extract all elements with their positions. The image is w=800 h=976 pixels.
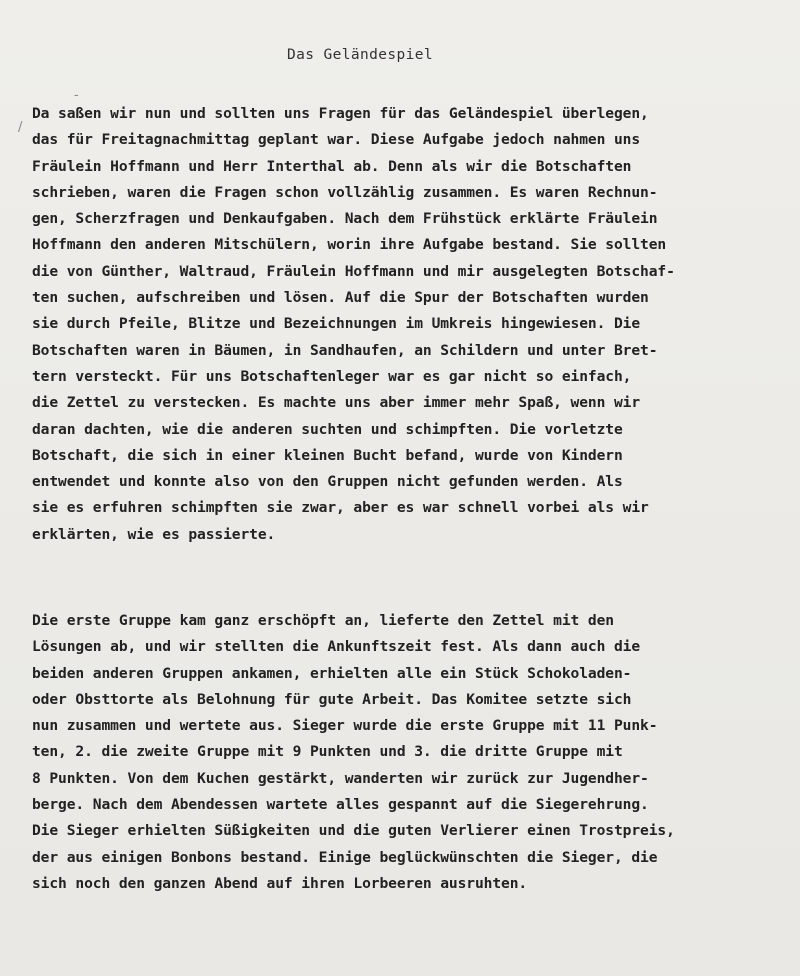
text-line: Fräulein Hoffmann und Herr Interthal ab. Denn als wir die Botschaften [32, 157, 632, 175]
text-line: die von Günther, Waltraud, Fräulein Hoffmann und mir ausgelegten Botschaf- [32, 262, 675, 280]
pencil-mark: - [74, 88, 79, 103]
text-line: daran dachten, wie die anderen suchten und schimpften. Die vorletzte [32, 420, 623, 438]
text-line: die Zettel zu verstecken. Es machte uns aber immer mehr Spaß, wenn wir [32, 394, 641, 412]
text-line: Die Sieger erhielten Süßigkeiten und die guten Verlierer einen Trostpreis, [32, 822, 675, 840]
text-line: Lösungen ab, und wir stellten die Ankunftszeit fest. Als dann auch die [32, 638, 641, 656]
text-line: Botschaft, die sich in einer kleinen Bucht befand, wurde von Kindern [32, 446, 623, 464]
text-line: berge. Nach dem Abendessen wartete alles gespannt auf die Siegerehrung. [32, 796, 649, 814]
text-line: Da saßen wir nun und sollten uns Fragen für das Geländespiel überlegen, [32, 105, 649, 122]
paragraph-2 [32, 608, 772, 897]
text-line: sich noch den ganzen Abend auf ihren Lorbeeren ausruhten. [32, 874, 528, 892]
text-line: der aus einigen Bonbons bestand. Einige beglückwünschten die Sieger, die [32, 848, 658, 866]
text-line: 8 Punkten. Von dem Kuchen gestärkt, wanderten wir zurück zur Jugendher- [32, 769, 649, 787]
text-line: tern versteckt. Für uns Botschaftenleger war es gar nicht so einfach, [32, 367, 632, 385]
text-line: Botschaften waren in Bäumen, in Sandhaufen, an Schildern und unter Bret- [32, 341, 658, 359]
text-line: ten, 2. die zweite Gruppe mit 9 Punkten und 3. die dritte Gruppe mit [32, 743, 623, 761]
text-line: sie durch Pfeile, Blitze und Bezeichnungen im Umkreis hingewiesen. Die [32, 315, 641, 333]
text-line: das für Freitagnachmittag geplant war. Diese Aufgabe jedoch nahmen uns [32, 131, 641, 149]
text-line: beiden anderen Gruppen ankamen, erhielten alle ein Stück Schokoladen- [32, 664, 632, 682]
paragraph-1 [32, 101, 772, 548]
text-line: nun zusammen und wertete aus. Sieger wurde die erste Gruppe mit 11 Punk- [32, 717, 658, 735]
text-line: schrieben, waren die Fragen schon vollzählig zusammen. Es waren Rechnun- [32, 183, 658, 201]
text-line: entwendet und konnte also von den Gruppen nicht gefunden werden. Als [32, 473, 623, 491]
text-line: sie es erfuhren schimpften sie zwar, aber es war schnell vorbei als wir [32, 499, 649, 517]
text-line: ten suchen, aufschreiben und lösen. Auf die Spur der Botschaften wurden [32, 289, 649, 307]
text-line: oder Obsttorte als Belohnung für gute Arbeit. Das Komitee setzte sich [32, 690, 632, 708]
text-line: erklärten, wie es passierte. [32, 525, 276, 543]
text-line: Die erste Gruppe kam ganz erschöpft an, lieferte den Zettel mit den [32, 612, 614, 629]
text-line: Hoffmann den anderen Mitschülern, worin ihre Aufgabe bestand. Sie sollten [32, 236, 667, 254]
document-title: Das Geländespiel [286, 47, 434, 63]
margin-mark: / [18, 120, 23, 135]
text-line: gen, Scherzfragen und Denkaufgaben. Nach dem Frühstück erklärte Fräulein [32, 210, 658, 228]
